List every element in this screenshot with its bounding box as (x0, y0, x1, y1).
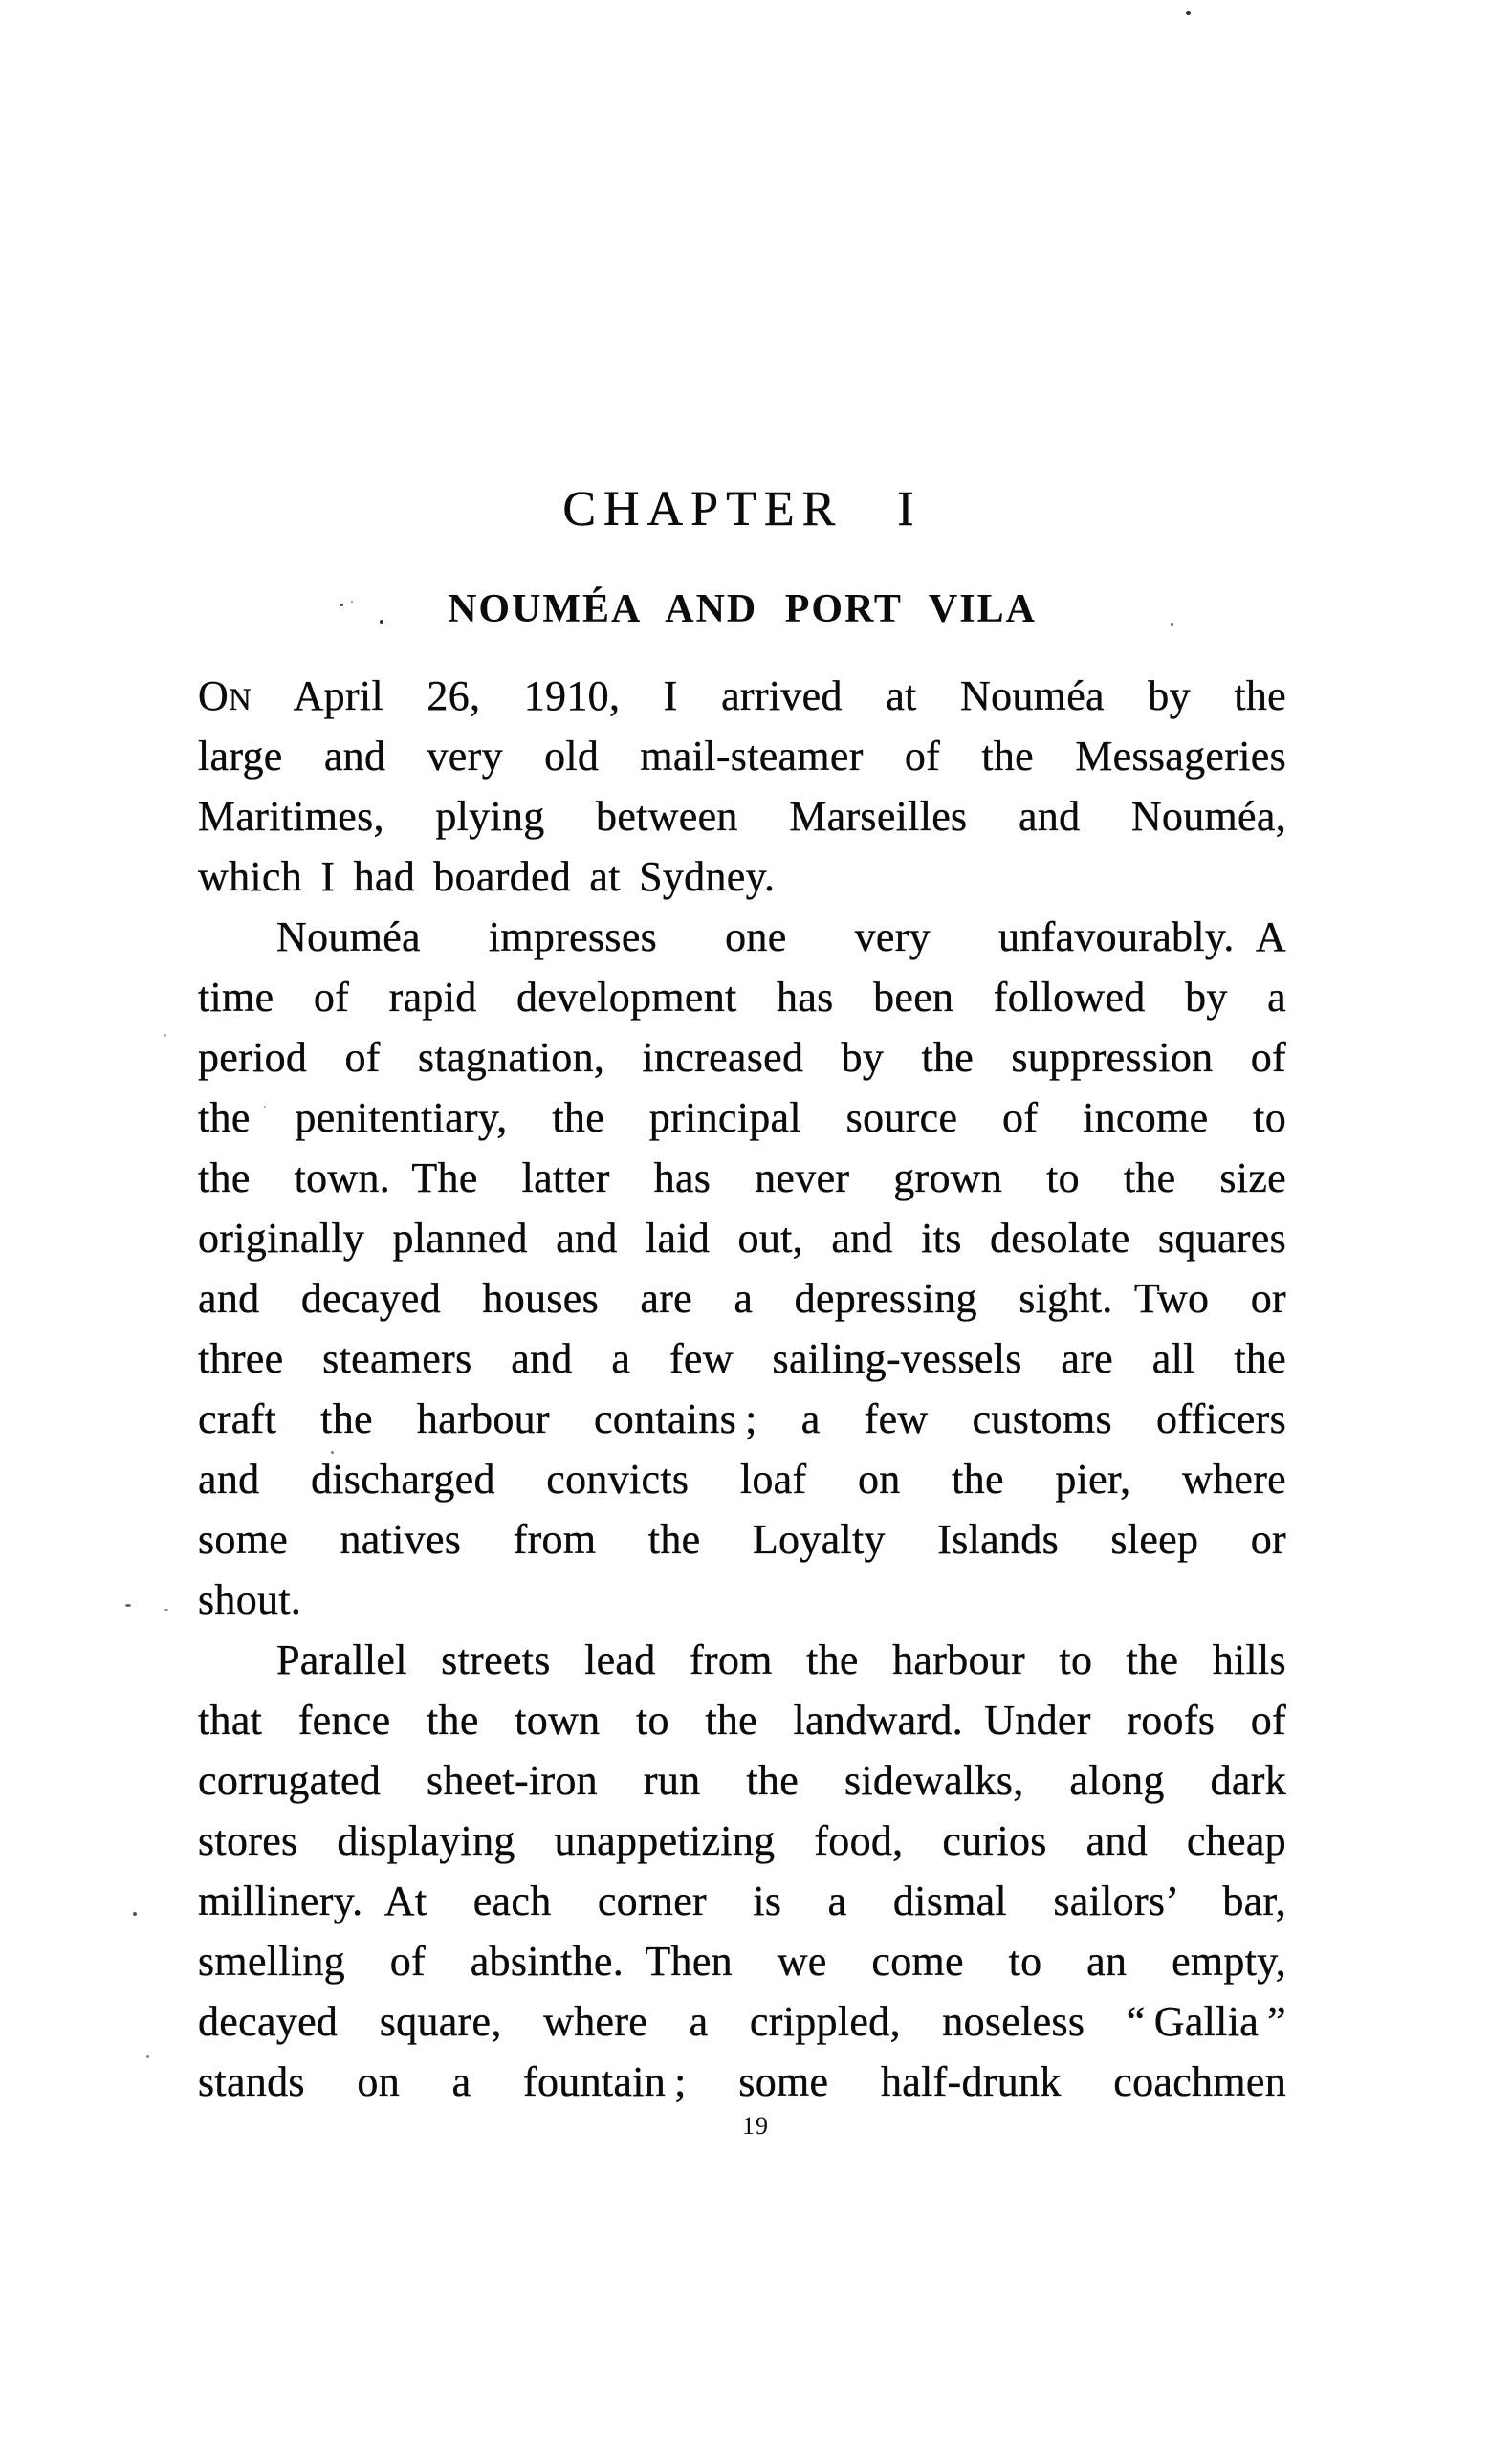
text-line: shout. (198, 1576, 302, 1623)
scan-speck (146, 2055, 149, 2058)
page-number: 19 (742, 2112, 769, 2140)
text-line: period of stagnation, increased by the suppression of (198, 1034, 1286, 1081)
text-line: stands on a fountain ; some half-drunk coachmen (198, 2058, 1286, 2105)
text-line: which I had boarded at Sydney. (198, 853, 776, 900)
text-line: craft the harbour contains ; a few customs officers (198, 1395, 1286, 1442)
text-line (198, 666, 1286, 726)
text-line: and decayed houses are a depressing sight. Two or (198, 1275, 1286, 1322)
text-line: the town. The latter has never grown to the size (198, 1154, 1286, 1201)
scan-speck (125, 1604, 131, 1607)
scan-speck (133, 1912, 137, 1916)
scan-speck (1186, 11, 1191, 15)
text-line: three steamers and a few sailing-vessels are all the (198, 1335, 1286, 1382)
scan-speck (1171, 623, 1173, 626)
scan-speck (164, 1609, 168, 1611)
text-line: originally planned and laid out, and its desolate squares (198, 1215, 1286, 1262)
chapter-subtitle: NOUMÉA AND PORT VILA (448, 587, 1037, 631)
smallcaps-initial: O (198, 672, 230, 719)
scan-speck (331, 1451, 334, 1454)
text-line: large and very old mail-steamer of the Messageries (198, 733, 1286, 780)
smallcaps-rest: N (229, 683, 252, 717)
scan-speck (380, 620, 383, 624)
scan-speck (340, 604, 343, 606)
text-line: smelling of absinthe. Then we come to an empty, (198, 1938, 1286, 1985)
text-line: and discharged convicts loaf on the pier, where (198, 1456, 1286, 1503)
scan-speck (264, 1106, 266, 1108)
scan-speck (164, 1034, 166, 1037)
text-line: that fence the town to the landward. Under roofs of (198, 1697, 1286, 1744)
text-line: corrugated sheet-iron run the sidewalks, along dark (198, 1757, 1286, 1804)
text-line: Maritimes, plying between Marseilles and Nouméa, (198, 793, 1286, 840)
text-line: decayed square, where a crippled, noseless “ Gallia ” (198, 1998, 1286, 2045)
text-line: Parallel streets lead from the harbour to the hills (276, 1637, 1286, 1683)
text-line: millinery. At each corner is a dismal sailors’ bar, (198, 1878, 1286, 1924)
text-line: the penitentiary, the principal source of income to (198, 1094, 1286, 1141)
text-line: stores displaying unappetizing food, curios and cheap (198, 1817, 1286, 1864)
text-line: time of rapid development has been followed by a (198, 974, 1286, 1021)
text-line: some natives from the Loyalty Islands sleep or (198, 1516, 1286, 1563)
line-text: April 26, 1910, I arrived at Nouméa by the (252, 672, 1286, 719)
body-text (198, 666, 1286, 2112)
text-line: Nouméa impresses one very unfavourably. A (276, 913, 1286, 960)
chapter-title: CHAPTER I (562, 482, 922, 537)
scan-speck (351, 601, 353, 603)
